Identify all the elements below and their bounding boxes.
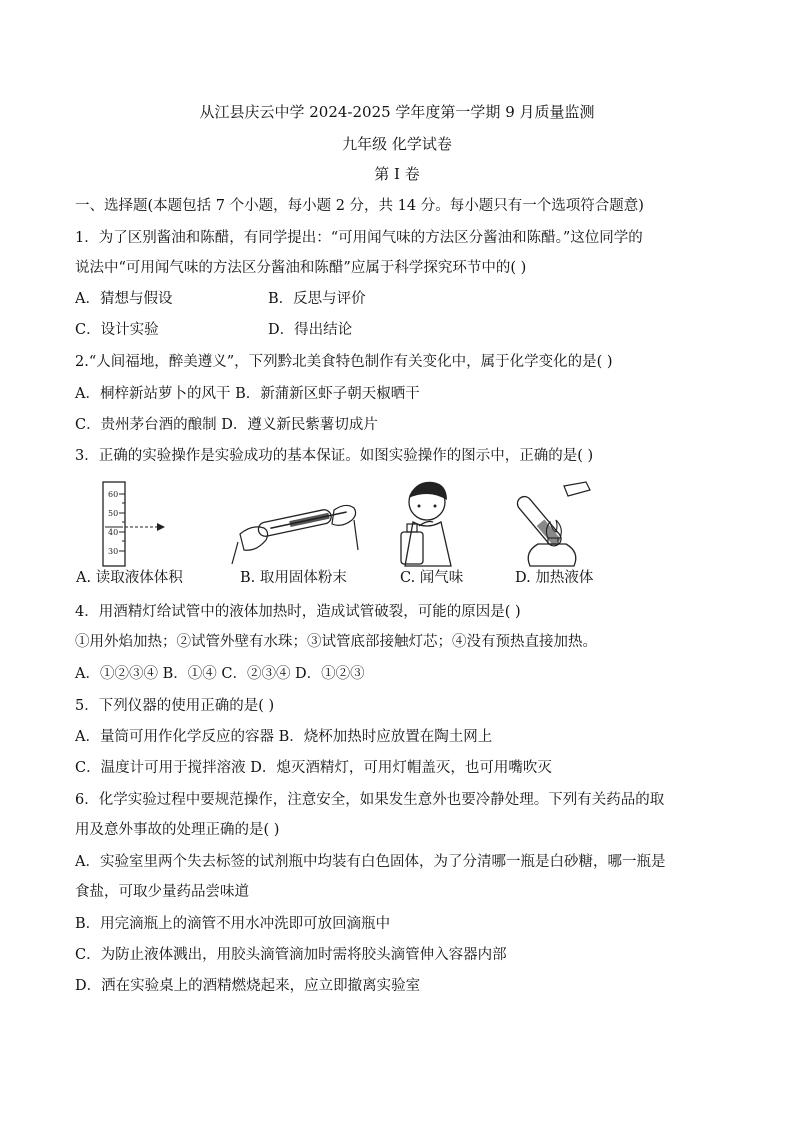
person-smelling-icon — [395, 480, 485, 568]
test-tube-powder-icon — [230, 480, 360, 568]
subject-title: 九年级 化学试卷 — [342, 135, 452, 153]
q6-option-c: C．为防止液体溅出，用胶头滴管滴加时需将胶头滴管伸入容器内部 — [75, 947, 507, 963]
q6-stem-line1: 6．化学实验过程中要规范操作，注意安全，如果发生意外也要冷静处理。下列有关药品的取 — [75, 792, 665, 808]
q1-option-d: D．得出结论 — [268, 322, 353, 338]
volume-title: 第 I 卷 — [374, 165, 420, 183]
q6-option-d: D．洒在实验桌上的酒精燃烧起来，应立即撤离实验室 — [75, 978, 421, 994]
q1-stem-line1: 1．为了区别酱油和陈醋，有同学提出：“可用闻气味的方法区分酱油和陈醋。”这位同学的 — [75, 230, 643, 246]
q6-option-b: B．用完滴瓶上的滴管不用水冲洗即可放回滴瓶中 — [75, 916, 391, 932]
q1-option-b: B．反思与评价 — [268, 291, 366, 307]
q3-caption-a: A. 读取液体体积 — [76, 570, 183, 586]
q5-options-ab: A．量筒可用作化学反应的容器 B．烧杯加热时应放置在陶土网上 — [75, 729, 493, 745]
q6-option-a-line1: A．实验室里两个失去标签的试剂瓶中均装有白色固体，为了分清哪一瓶是白砂糖，哪一瓶是 — [75, 854, 666, 870]
school-title: 从江县庆云中学 2024-2025 学年度第一学期 9 月质量监测 — [199, 103, 595, 121]
q2-stem: 2.“人间福地，醉美遵义”，下列黔北美食特色制作有关变化中，属于化学变化的是( ) — [75, 354, 613, 370]
q1-option-a: A．猜想与假设 — [75, 291, 173, 307]
q4-options: A．①②③④ B．①④ C．②③④ D．①②③ — [75, 666, 365, 682]
q3-caption-d: D. 加热液体 — [515, 570, 594, 586]
q4-conditions: ①用外焰加热；②试管外壁有水珠；③试管底部接触灯芯；④没有预热直接加热。 — [75, 634, 597, 650]
q1-option-c: C．设计实验 — [75, 322, 159, 338]
cylinder-tick-40: 40 — [108, 528, 119, 537]
q3-caption-c: C. 闻气味 — [400, 570, 464, 586]
cylinder-tick-60: 60 — [108, 490, 119, 499]
section-title: 一、选择题(本题包括 7 个小题，每小题 2 分，共 14 分。每小题只有一个选项符合题意) — [75, 198, 644, 214]
q3-caption-b: B. 取用固体粉末 — [240, 570, 347, 586]
q1-stem-line2: 说法中“可用闻气味的方法区分酱油和陈醋”应属于科学探究环节中的( ) — [75, 260, 527, 276]
q2-options-ab: A．桐梓新站萝卜的风干 B．新蒲新区虾子朝天椒晒干 — [75, 386, 420, 402]
cylinder-tick-50: 50 — [108, 509, 119, 518]
graduated-cylinder-icon — [95, 480, 175, 568]
q3-stem: 3．正确的实验操作是实验成功的基本保证。如图实验操作的图示中，正确的是( ) — [75, 448, 594, 464]
alcohol-lamp-heating-icon — [510, 480, 600, 568]
q6-option-a-line2: 食盐，可取少量药品尝味道 — [75, 884, 249, 900]
q6-stem-line2: 用及意外事故的处理正确的是( ) — [75, 822, 280, 838]
q5-options-cd: C．温度计可用于搅拌溶液 D．熄灭酒精灯，可用灯帽盖灭，也可用嘴吹灭 — [75, 760, 552, 776]
q2-options-cd: C．贵州茅台酒的酿制 D．遵义新民紫薯切成片 — [75, 417, 378, 433]
q4-stem: 4．用酒精灯给试管中的液体加热时，造成试管破裂，可能的原因是( ) — [75, 604, 521, 620]
q5-stem: 5．下列仪器的使用正确的是( ) — [75, 698, 275, 714]
cylinder-tick-30: 30 — [108, 547, 119, 556]
